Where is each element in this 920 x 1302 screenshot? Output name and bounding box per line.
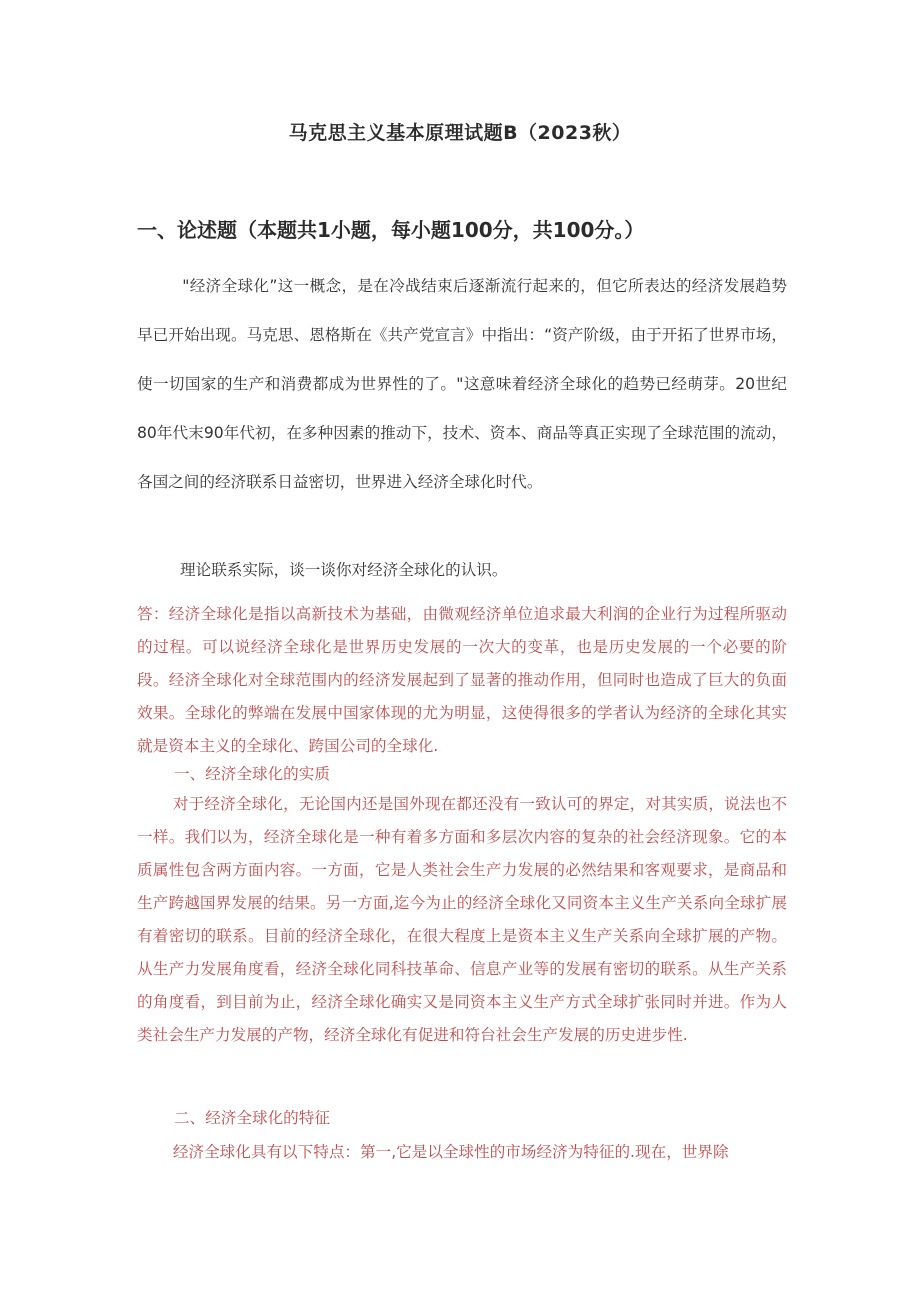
answer-intro-paragraph: 答：经济全球化是指以高新技术为基础，由微观经济单位追求最大利润的企业行为过程所驱动的过程。可以说经济全球化是世界历史发展的一次大的变革，也是历史发展的一个必要的阶段。经济全球化对全球范围内的经济发展起到了显著的推动作用，但同时也造成了巨大的负面效果。全球化的弊端在发展中国家体现的尤为明显，这使得很多的学者认为经济的全球化其实就是资本主义的全球化、跨国公司的全球化. — [137, 605, 787, 755]
answer-paragraph-essence: 对于经济全球化，无论国内还是国外现在都还没有一致认可的界定，对其实质，说法也不一样。我们以为，经济全球化是一种有着多方面和多层次内容的复杂的社会经济现象。它的本质属性包含两方面内容。一方面，它是人类社会生产力发展的必然结果和客观要求，是商品和生产跨越国界发展的结果。另一方面,迄今为止的经济全球化又同资本主义生产关系向全球扩展有着密切的联系。目前的经济全球化，在很大程度上是资本主义生产关系向全球扩展的产物。从生产力发展角度看，经济全球化同科技革命、信息产业等的发展有密切的联系。从生产关系的角度看，到目前为止，经济全球化确实又是同资本主义生产方式全球扩张同时并进。作为人类社会生产力发展的产物，经济全球化有促进和符台社会生产发展的历史进步性. — [137, 795, 787, 1044]
page-title: 马克思主义基本原理试题B（2023秋） — [288, 122, 632, 144]
question-paragraph: "经济全球化”这一概念，是在冷战结束后逐渐流行起来的，但它所表达的经济发展趋势早已开始出现。马克思、恩格斯在《共产党宣言》中指出：“资产阶级，由于开拓了世界市场，使一切国家的生产和消费都成为世界性的了。"这意味着经济全球化的趋势已经萌芽。20世纪80年代末90年代初，在多种因素的推动下，技术、资本、商品等真正实现了全球范围的流动，各国之间的经济联系日益密切，世界进入经济全球化时代。 — [137, 277, 787, 491]
answer-subheading-essence: 一、经济全球化的实质 — [174, 765, 330, 783]
answer-paragraph-features: 经济全球化具有以下特点：第一,它是以全球性的市场经济为特征的.现在，世界除 — [172, 1143, 729, 1161]
question-prompt: 理论联系实际，谈一谈你对经济全球化的认识。 — [180, 561, 508, 579]
answer-subheading-features: 二、经济全球化的特征 — [174, 1109, 330, 1127]
section-heading: 一、论述题（本题共1小题，每小题100分，共100分。） — [137, 218, 645, 242]
